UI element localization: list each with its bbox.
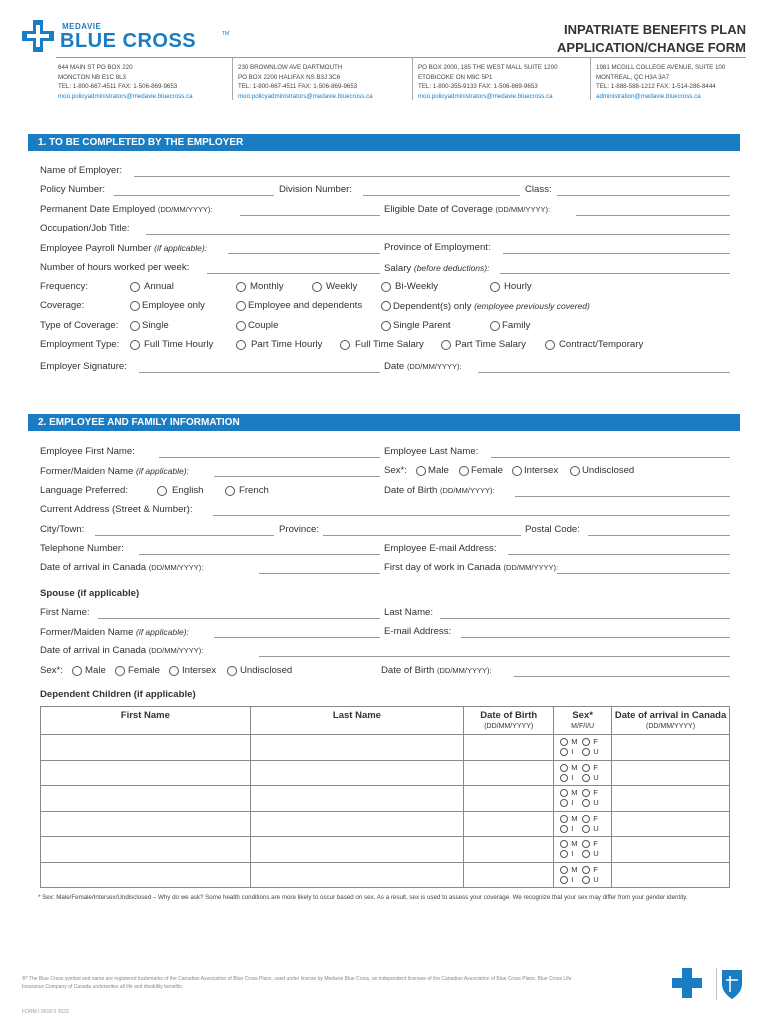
employer-name-label: Name of Employer: <box>40 165 123 176</box>
section1-header: 1. TO BE COMPLETED BY THE EMPLOYER <box>28 134 740 151</box>
spouse-last-name-label: Last Name: <box>384 607 434 618</box>
spouse-maiden-label: Former/Maiden Name (if applicable): <box>40 627 189 638</box>
brand-tm: TM <box>222 31 230 37</box>
spouse-email-label: E-mail Address: <box>384 626 452 637</box>
dep-sex-cell[interactable] <box>554 735 612 761</box>
email-label: Employee E-mail Address: <box>384 543 497 554</box>
type-single-label: Single <box>142 320 169 331</box>
dep-sex-radio[interactable] <box>582 825 590 833</box>
payroll-label: Employee Payroll Number (if applicable): <box>40 243 208 254</box>
dep-sex-cell[interactable] <box>554 811 612 837</box>
frequency-monthly-label: Monthly <box>250 281 284 292</box>
dep-sex-radio[interactable] <box>560 738 568 746</box>
dep-sex-radio[interactable] <box>582 748 590 756</box>
sex-footnote: * Sex: Male/Female/Intersex/Undisclosed – Why do we ask? Some health conditions are more likely to occur based on sex. As a result, sex is used to assess your coverage. We recognize that your sex may differ from your gender identity. <box>38 894 688 901</box>
col-arrival: Date of arrival in Canada (DD/MM/YYYY) <box>612 707 730 735</box>
frequency-label: Frequency: <box>40 281 88 292</box>
dep-sex-letter: F <box>593 737 598 746</box>
eligible-date-field[interactable] <box>576 215 730 216</box>
dep-sex-cell[interactable] <box>554 837 612 863</box>
table-row <box>41 735 730 761</box>
dep-first-name-cell[interactable] <box>41 811 251 837</box>
dep-first-name-cell[interactable] <box>41 735 251 761</box>
dep-first-name-cell[interactable] <box>41 862 251 888</box>
spouse-email-field[interactable] <box>461 637 730 638</box>
spouse-sex-undisclosed-label: Undisclosed <box>240 665 293 676</box>
employee-first-name-label: Employee First Name: <box>40 446 135 457</box>
spouse-sex-intersex-label: Intersex <box>182 665 217 676</box>
dep-dob-cell[interactable] <box>464 760 554 786</box>
emp-full-time-hourly-label: Full Time Hourly <box>144 339 214 350</box>
dep-sex-letter: U <box>593 849 599 858</box>
form-title-line1: INPATRIATE BENEFITS PLAN <box>564 22 746 37</box>
division-number-field[interactable] <box>363 195 520 196</box>
spouse-first-name-field[interactable] <box>98 618 380 619</box>
sex-label: Sex*: <box>384 465 407 476</box>
spouse-sex-male-label: Male <box>85 665 106 676</box>
coverage-dependents-only-label: Dependent(s) only (employee previously covered) <box>393 301 590 312</box>
sex-female-radio[interactable] <box>459 466 469 476</box>
coverage-label: Coverage: <box>40 300 85 311</box>
first-work-label: First day of work in Canada (DD/MM/YYYY): <box>384 562 559 573</box>
dep-sex-radio[interactable] <box>560 815 568 823</box>
policy-number-label: Policy Number: <box>40 184 106 195</box>
dep-sex-letter: F <box>593 813 598 823</box>
dep-first-name-cell[interactable] <box>41 837 251 863</box>
type-coverage-label: Type of Coverage: <box>40 320 119 331</box>
coverage-employee-dependents-radio[interactable] <box>236 301 246 311</box>
employee-last-name-label: Employee Last Name: <box>384 446 479 457</box>
eligible-date-label: Eligible Date of Coverage (DD/MM/YYYY): <box>384 204 551 215</box>
type-single-parent-radio[interactable] <box>381 321 391 331</box>
dep-sex-radio[interactable] <box>582 840 590 848</box>
address-moncton: 644 MAIN ST PO BOX 220 MONCTON NB E1C 8L3 TEL: 1-800-667-4511 FAX: 1-506-869-9653 moo.policyadministrators@medavie.bluecross.ca <box>58 64 193 100</box>
policy-number-field[interactable] <box>114 195 274 196</box>
spouse-last-name-field[interactable] <box>440 618 730 619</box>
maiden-name-field[interactable] <box>214 476 380 477</box>
province-employment-label: Province of Employment: <box>384 242 491 253</box>
table-row <box>41 862 730 888</box>
dep-sex-letter: U <box>593 798 599 807</box>
spouse-sex-female-radio[interactable] <box>115 666 125 676</box>
dep-first-name-cell[interactable] <box>41 760 251 786</box>
address-field[interactable] <box>213 515 730 516</box>
dob-field[interactable] <box>515 496 730 497</box>
hours-field[interactable] <box>207 273 380 274</box>
dep-sex-radio[interactable] <box>560 799 568 807</box>
form-title-line2: APPLICATION/CHANGE FORM <box>557 40 746 55</box>
dep-arrival-cell[interactable] <box>612 837 730 863</box>
dep-dob-cell[interactable] <box>464 786 554 812</box>
spouse-maiden-field[interactable] <box>214 637 380 638</box>
frequency-hourly-label: Hourly <box>504 281 532 292</box>
postal-code-field[interactable] <box>588 535 730 536</box>
table-row <box>41 837 730 863</box>
emp-contract-radio[interactable] <box>545 340 555 350</box>
dep-sex-radio[interactable] <box>582 774 590 782</box>
employee-first-name-field[interactable] <box>159 457 380 458</box>
postal-code-label: Postal Code: <box>525 524 580 535</box>
frequency-biweekly-radio[interactable] <box>381 282 391 292</box>
language-french-label: French <box>239 485 269 496</box>
dep-first-name-cell[interactable] <box>41 786 251 812</box>
dep-arrival-cell[interactable] <box>612 760 730 786</box>
province-label: Province: <box>279 524 319 535</box>
frequency-hourly-radio[interactable] <box>490 282 500 292</box>
address-montreal: 1981 MCGILL COLLEGE AVENUE, SUITE 100 MONTREAL, QC H3A 3A7 TEL: 1-888-588-1212 FAX: 1-514-286-8444 administration@medavie.bluecross.ca <box>596 64 726 100</box>
dep-sex-letter: M <box>571 737 578 746</box>
dep-sex-cell[interactable] <box>554 862 612 888</box>
type-family-label: Family <box>502 320 531 331</box>
col-sex: Sex* M/F/I/U <box>554 707 612 735</box>
language-english-label: English <box>172 485 204 496</box>
emp-full-time-salary-radio[interactable] <box>340 340 350 350</box>
blue-cross-logo-icon <box>22 20 54 52</box>
emp-part-time-hourly-label: Part Time Hourly <box>251 339 323 350</box>
col-first-name: First Name <box>41 707 251 735</box>
blue-cross-footer-icon <box>672 968 702 998</box>
dep-sex-radio[interactable] <box>582 764 590 772</box>
sex-undisclosed-label: Undisclosed <box>582 465 635 476</box>
emp-full-time-hourly-radio[interactable] <box>130 340 140 350</box>
email-field[interactable] <box>508 554 730 555</box>
sex-intersex-label: Intersex <box>524 465 559 476</box>
dep-last-name-cell[interactable] <box>250 811 464 837</box>
type-single-parent-label: Single Parent <box>393 320 451 331</box>
province-field[interactable] <box>323 535 521 536</box>
dependents-table <box>40 706 730 888</box>
dep-arrival-cell[interactable] <box>612 811 730 837</box>
dependents-heading: Dependent Children (if applicable) <box>40 689 196 700</box>
dep-arrival-cell[interactable] <box>612 786 730 812</box>
telephone-label: Telephone Number: <box>40 543 124 554</box>
dep-sex-letter: U <box>593 874 599 884</box>
sex-intersex-radio[interactable] <box>512 466 522 476</box>
spouse-heading: Spouse (if applicable) <box>40 588 140 599</box>
city-label: City/Town: <box>40 524 85 535</box>
dep-sex-radio[interactable] <box>560 840 568 848</box>
address-dartmouth: 230 BROWNLOW AVE DARTMOUTH PO BOX 2200 HALIFAX NS B3J 3C6 TEL: 1-800-667-4511 FAX: 1-506-869-9653 moo.policyadministrators@medavie.bluecross.ca <box>238 64 373 100</box>
dep-sex-radio[interactable] <box>582 815 590 823</box>
dep-sex-letter: F <box>593 788 598 797</box>
dep-sex-radio[interactable] <box>560 774 568 782</box>
dep-arrival-cell[interactable] <box>612 862 730 888</box>
spouse-arrival-field[interactable] <box>259 656 730 657</box>
brand-large: BLUE CROSS <box>60 30 197 52</box>
dep-sex-radio[interactable] <box>560 764 568 772</box>
language-french-radio[interactable] <box>225 486 235 496</box>
occupation-label: Occupation/Job Title: <box>40 223 130 234</box>
coverage-dependents-only-radio[interactable] <box>381 301 391 311</box>
signature-date-label: Date (DD/MM/YYYY): <box>384 361 462 372</box>
sex-male-label: Male <box>428 465 449 476</box>
frequency-monthly-radio[interactable] <box>236 282 246 292</box>
table-row <box>41 786 730 812</box>
type-single-radio[interactable] <box>130 321 140 331</box>
city-field[interactable] <box>95 535 274 536</box>
emp-part-time-salary-label: Part Time Salary <box>455 339 526 350</box>
payroll-field[interactable] <box>228 253 380 254</box>
salary-label: Salary (before deductions): <box>384 263 490 274</box>
dependents-header-row <box>41 707 730 735</box>
dep-sex-radio[interactable] <box>582 738 590 746</box>
first-work-field[interactable] <box>557 573 730 574</box>
dep-sex-cell[interactable] <box>554 760 612 786</box>
dep-dob-cell[interactable] <box>464 862 554 888</box>
dep-sex-radio[interactable] <box>560 789 568 797</box>
dep-last-name-cell[interactable] <box>250 786 464 812</box>
dep-sex-letter: M <box>571 788 578 797</box>
signature-date-field[interactable] <box>478 372 730 373</box>
emp-part-time-salary-radio[interactable] <box>441 340 451 350</box>
dep-sex-letter: F <box>593 762 598 772</box>
coverage-employee-dependents-label: Employee and dependents <box>248 300 363 311</box>
table-row <box>41 811 730 837</box>
dep-sex-letter: F <box>593 839 598 848</box>
spouse-sex-undisclosed-radio[interactable] <box>227 666 237 676</box>
spouse-sex-male-radio[interactable] <box>72 666 82 676</box>
dep-arrival-cell[interactable] <box>612 735 730 761</box>
dep-sex-radio[interactable] <box>560 866 568 874</box>
brand-small: MEDAVIE <box>62 22 102 31</box>
dep-dob-cell[interactable] <box>464 811 554 837</box>
employee-last-name-field[interactable] <box>491 457 730 458</box>
col-dob: Date of Birth (DD/MM/YYYY) <box>464 707 554 735</box>
address-label: Current Address (Street & Number): <box>40 504 193 515</box>
telephone-field[interactable] <box>139 554 380 555</box>
employer-name-field[interactable] <box>134 176 730 177</box>
dep-last-name-cell[interactable] <box>250 760 464 786</box>
sex-undisclosed-radio[interactable] <box>570 466 580 476</box>
dep-sex-letter: U <box>593 747 599 756</box>
sex-female-label: Female <box>471 465 503 476</box>
emp-contract-label: Contract/Temporary <box>559 339 644 350</box>
employer-signature-label: Employer Signature: <box>40 361 127 372</box>
maiden-name-label: Former/Maiden Name (if applicable): <box>40 466 189 477</box>
emp-part-time-hourly-radio[interactable] <box>236 340 246 350</box>
dep-sex-letter: M <box>571 839 578 848</box>
occupation-field[interactable] <box>146 234 730 235</box>
employment-type-label: Employment Type: <box>40 339 120 350</box>
class-label: Class: <box>525 184 552 195</box>
dep-sex-radio[interactable] <box>560 748 568 756</box>
perm-date-field[interactable] <box>240 215 380 216</box>
dep-sex-cell[interactable] <box>554 786 612 812</box>
spouse-first-name-label: First Name: <box>40 607 90 618</box>
frequency-biweekly-label: Bi-Weekly <box>395 281 439 292</box>
dep-dob-cell[interactable] <box>464 735 554 761</box>
division-number-label: Division Number: <box>279 184 353 195</box>
blue-shield-icon <box>716 968 744 1000</box>
type-couple-radio[interactable] <box>236 321 246 331</box>
dep-sex-radio[interactable] <box>582 850 590 858</box>
dep-sex-letter: I <box>571 849 574 858</box>
dep-sex-radio[interactable] <box>582 866 590 874</box>
dep-sex-letter: I <box>571 823 574 833</box>
spouse-dob-field[interactable] <box>514 676 730 677</box>
coverage-employee-only-label: Employee only <box>142 300 205 311</box>
dep-sex-radio[interactable] <box>560 825 568 833</box>
dep-sex-radio[interactable] <box>560 850 568 858</box>
employer-signature-field[interactable] <box>139 372 380 373</box>
dob-label: Date of Birth (DD/MM/YYYY): <box>384 485 495 496</box>
dep-sex-letter: I <box>571 747 574 756</box>
province-employment-field[interactable] <box>503 253 730 254</box>
dep-sex-letter: F <box>593 864 598 874</box>
spouse-arrival-label: Date of arrival in Canada (DD/MM/YYYY): <box>40 645 204 656</box>
address-etobicoke: PO BOX 2000, 185 THE WEST MALL SUITE 1200 ETOBICOKE ON M9C 5P1 TEL: 1-800-355-9133 FAX: 1-506-869-9653 moo.policyadministrators@medavie.bluecross.ca <box>418 64 558 100</box>
dep-sex-letter: U <box>593 772 599 782</box>
dep-sex-radio[interactable] <box>560 876 568 884</box>
arrival-label: Date of arrival in Canada (DD/MM/YYYY): <box>40 562 204 573</box>
type-family-radio[interactable] <box>490 321 500 331</box>
coverage-employee-only-radio[interactable] <box>130 301 140 311</box>
dep-sex-letter: M <box>571 762 578 772</box>
salary-field[interactable] <box>500 273 730 274</box>
dep-last-name-cell[interactable] <box>250 862 464 888</box>
sex-male-radio[interactable] <box>416 466 426 476</box>
dep-sex-radio[interactable] <box>582 799 590 807</box>
spouse-sex-intersex-radio[interactable] <box>169 666 179 676</box>
table-row <box>41 760 730 786</box>
dep-sex-radio[interactable] <box>582 789 590 797</box>
spouse-dob-label: Date of Birth (DD/MM/YYYY): <box>381 665 492 676</box>
frequency-weekly-label: Weekly <box>326 281 358 292</box>
dep-sex-letter: M <box>571 864 578 874</box>
perm-date-label: Permanent Date Employed (DD/MM/YYYY): <box>40 204 213 215</box>
arrival-field[interactable] <box>259 573 380 574</box>
language-english-radio[interactable] <box>157 486 167 496</box>
dep-last-name-cell[interactable] <box>250 735 464 761</box>
dep-sex-letter: U <box>593 823 599 833</box>
dep-last-name-cell[interactable] <box>250 837 464 863</box>
header-divider <box>56 57 746 58</box>
frequency-weekly-radio[interactable] <box>312 282 322 292</box>
dep-sex-letter: I <box>571 798 574 807</box>
legal-text: ®* The Blue Cross symbol and name are registered trademarks of the Canadian Association of Blue Cross Plans, used under license by Medavie Blue Cross, an independent licensee of the Canadian Association of Blue Cross Plans. Blue Cross Life Insurance Company of Canada underwrites all life and disability benefits. <box>22 976 572 990</box>
hours-label: Number of hours worked per week: <box>40 262 190 273</box>
class-field[interactable] <box>557 195 730 196</box>
section2-header: 2. EMPLOYEE AND FAMILY INFORMATION <box>28 414 740 431</box>
frequency-annual-label: Annual <box>144 281 174 292</box>
type-couple-label: Couple <box>248 320 279 331</box>
language-label: Language Preferred: <box>40 485 129 496</box>
spouse-sex-female-label: Female <box>128 665 160 676</box>
dep-sex-letter: M <box>571 813 578 823</box>
col-last-name: Last Name <box>250 707 464 735</box>
spouse-sex-label: Sex*: <box>40 665 63 676</box>
dep-sex-radio[interactable] <box>582 876 590 884</box>
dep-sex-letter: I <box>571 772 574 782</box>
frequency-annual-radio[interactable] <box>130 282 140 292</box>
dep-dob-cell[interactable] <box>464 837 554 863</box>
form-number: FORM I 0018 0 2023 <box>22 1009 69 1015</box>
dep-sex-letter: I <box>571 874 574 884</box>
emp-full-time-salary-label: Full Time Salary <box>355 339 424 350</box>
